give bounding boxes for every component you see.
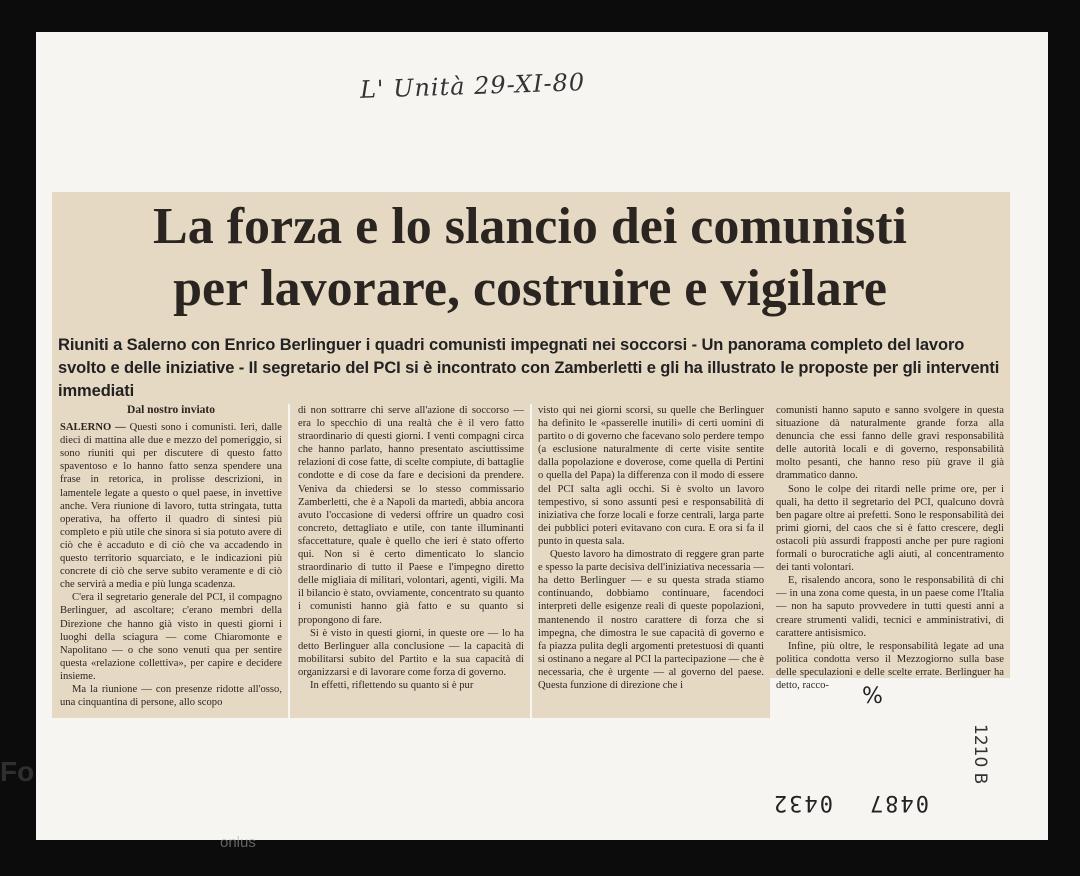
handwritten-date-note: L' Unità 29-XI-80 (359, 68, 586, 104)
paragraph: comunisti hanno saputo e sanno svolgere in questa situazione dà naturalmente grande forza alla denuncia che essi fanno delle gravi responsabilità delle autorità locali e di governo, responsabilità molto pesanti, che hanno reso più grave il già drammatico danno. (776, 405, 1004, 482)
article-column-1 (60, 404, 282, 709)
headline-line-2: per lavorare, costruire e vigilare (173, 260, 887, 317)
article-column-2 (298, 404, 524, 692)
paragraph: Sono le colpe dei ritardi nelle prime ore, per i quali, ha detto il segretario del PCI, qualcuno dovrà ben pagare oltre ai prefetti. Sono le responsabilità dei primi giorni, del caos che si è fatto crescere, degli ostacoli più assurdi frapposti anche per pure ragioni formali o burocratiche agli aiuti, al concentramento dei tanti volontari. (776, 483, 1004, 574)
byline: Dal nostro inviato (127, 404, 215, 416)
subheadline: Riuniti a Salerno con Enrico Berlinguer i quadri comunisti impegnati nei soccorsi - Un panorama completo del lavoro svolto e delle iniziative - Il segretario del PCI si è incontrato con Zamberletti e gli ha illustrato le proposte per gli interventi immediati (58, 336, 1000, 400)
stamp-number-2: 0432 (772, 790, 833, 815)
paragraph: In effetti, riflettendo su quanto si è pur (310, 679, 474, 691)
headline (60, 196, 1000, 320)
paragraph: Infine, più oltre, le responsabilità legate ad una politica condotta verso il Mezzogiorno sulla base delle speculazioni e delle scelte errate. Berlinguer ha detto, racco- (776, 640, 1004, 691)
watermark-logo: Fo (0, 756, 35, 787)
watermark-text: onlus (220, 834, 256, 851)
paragraph: di non sottrarre chi serve all'azione di soccorso — era lo specchio di una realtà che è il vero fatto straordinario di questi giorni. I venti compagni circa che hanno parlato, hanno presentato asciuttissime relazioni di cose fatte, di scelte compiute, di battaglie condotte e di cose da fare e decisioni da prendere. Veniva da chiedersi se lo stesso commissario Zamberletti, che è a Napoli da martedì, abbia ancora avuto l'occasione di vedersi offrire un quadro così concreto, dettagliato e utile, con tante illuminanti sfaccettature, quale è quello che ieri è stato offerto qui. Non si è certo dimenticato lo slancio straordinario di tutto il Paese e l'impegno diretto delle migliaia di militari, volontari, agenti, vigili. Ma il bilancio è stato, ovviamente, concentrato su quanto i comunisti hanno già fatto e su quanto si propongono di fare. (298, 405, 524, 626)
paragraph: E, risalendo ancora, sono le responsabilità di chi — in una zona come questa, in un paese come l'Italia — non ha saputo provvedere in tutti questi anni a creare strumenti validi, tecnici e amministrativi, di carattere antisismico. (776, 575, 1004, 639)
dateline: SALERNO — (60, 422, 126, 434)
paragraph: visto qui nei giorni scorsi, su quelle che Berlinguer ha definito le «passerelle inutili» di certi uomini di partito o di governo che facevano solo perdere tempo (a esclusione naturalmente di certe visite sentite dalla popolazione e doverose, come quella di Pertini o quella del Papa) la differenza con il modo di essere del PCI salta agli occhi. Si è svolto un lavoro tempestivo, si sono assunti pesi e responsabilità di iniziativa che forze locali e forze centrali, larga parte dei pubblici poteri evitavano con cura. E ora si fa il punto in questa sala. (538, 405, 764, 547)
stamp-number-1: 0487 (868, 790, 929, 815)
percent-mark: % (862, 684, 883, 709)
paragraph: Questo lavoro ha dimostrato di reggere gran parte e spesso la parte decisiva dell'iniziativa necessaria — ha detto Berlinguer — e su questa strada stiamo continuando, dobbiamo continuare, facendoci interpreti delle esigenze reali di queste popolazioni, mantenendo il nostro carattere di forza che si impegna, che dimostra le sue capacità di governo e fa piazza pulita degli argomenti pretestuosi di quanti si ostinano a negare al PCI la partecipazione — che è necessaria, che è urgente — al governo del paese. Questa funzione di direzione che i (538, 549, 764, 691)
archive-code: 1210 B (970, 724, 990, 785)
paragraph-text: Questi sono i comunisti. Ieri, dalle dieci di mattina alle due e mezzo del pomeriggio, si sono riuniti qui per discutere di questo fatto spaventoso e lo hanno fatto senza spendere una frase in retorica, in prolisse descrizioni, in lamentele legate a questo o quel paese, in invettive anche. Vera riunione di lavoro, tutta stringata, tutta operativa, ha offerto il quadro di sintesi più completo e più utile che sinora si sia potuto avere di ciò che è accaduto e di ciò che va accadendo in questo territorio squarciato, e le indicazioni più concrete di ciò che serve subito veramente e di ciò che servirà a media e più lunga scadenza. (60, 422, 282, 591)
paragraph: Ma la riunione — con presenze ridotte all'osso, una cinquantina di persone, allo scopo (60, 683, 282, 709)
article-column-3 (538, 404, 764, 692)
headline-line-1: La forza e lo slancio dei comunisti (153, 198, 907, 255)
paragraph: Si è visto in questi giorni, in queste ore — lo ha detto Berlinguer alla conclusione — la capacità di mobilitarsi subito del Partito e la sua capacità di organizzarsi e di lavorare come forza di governo. (298, 627, 524, 678)
paragraph: C'era il segretario generale del PCI, il compagno Berlinguer, ad ascoltare; c'erano membri della Direzione che hanno già visto in questi giorni i luoghi della sciagura — come Chiaromonte e Napolitano — o che sono venuti qua per sentire questa «relazione collettiva», per capire e decidere insieme. (60, 592, 282, 682)
article-column-4 (776, 404, 1004, 692)
paragraph (60, 421, 282, 591)
